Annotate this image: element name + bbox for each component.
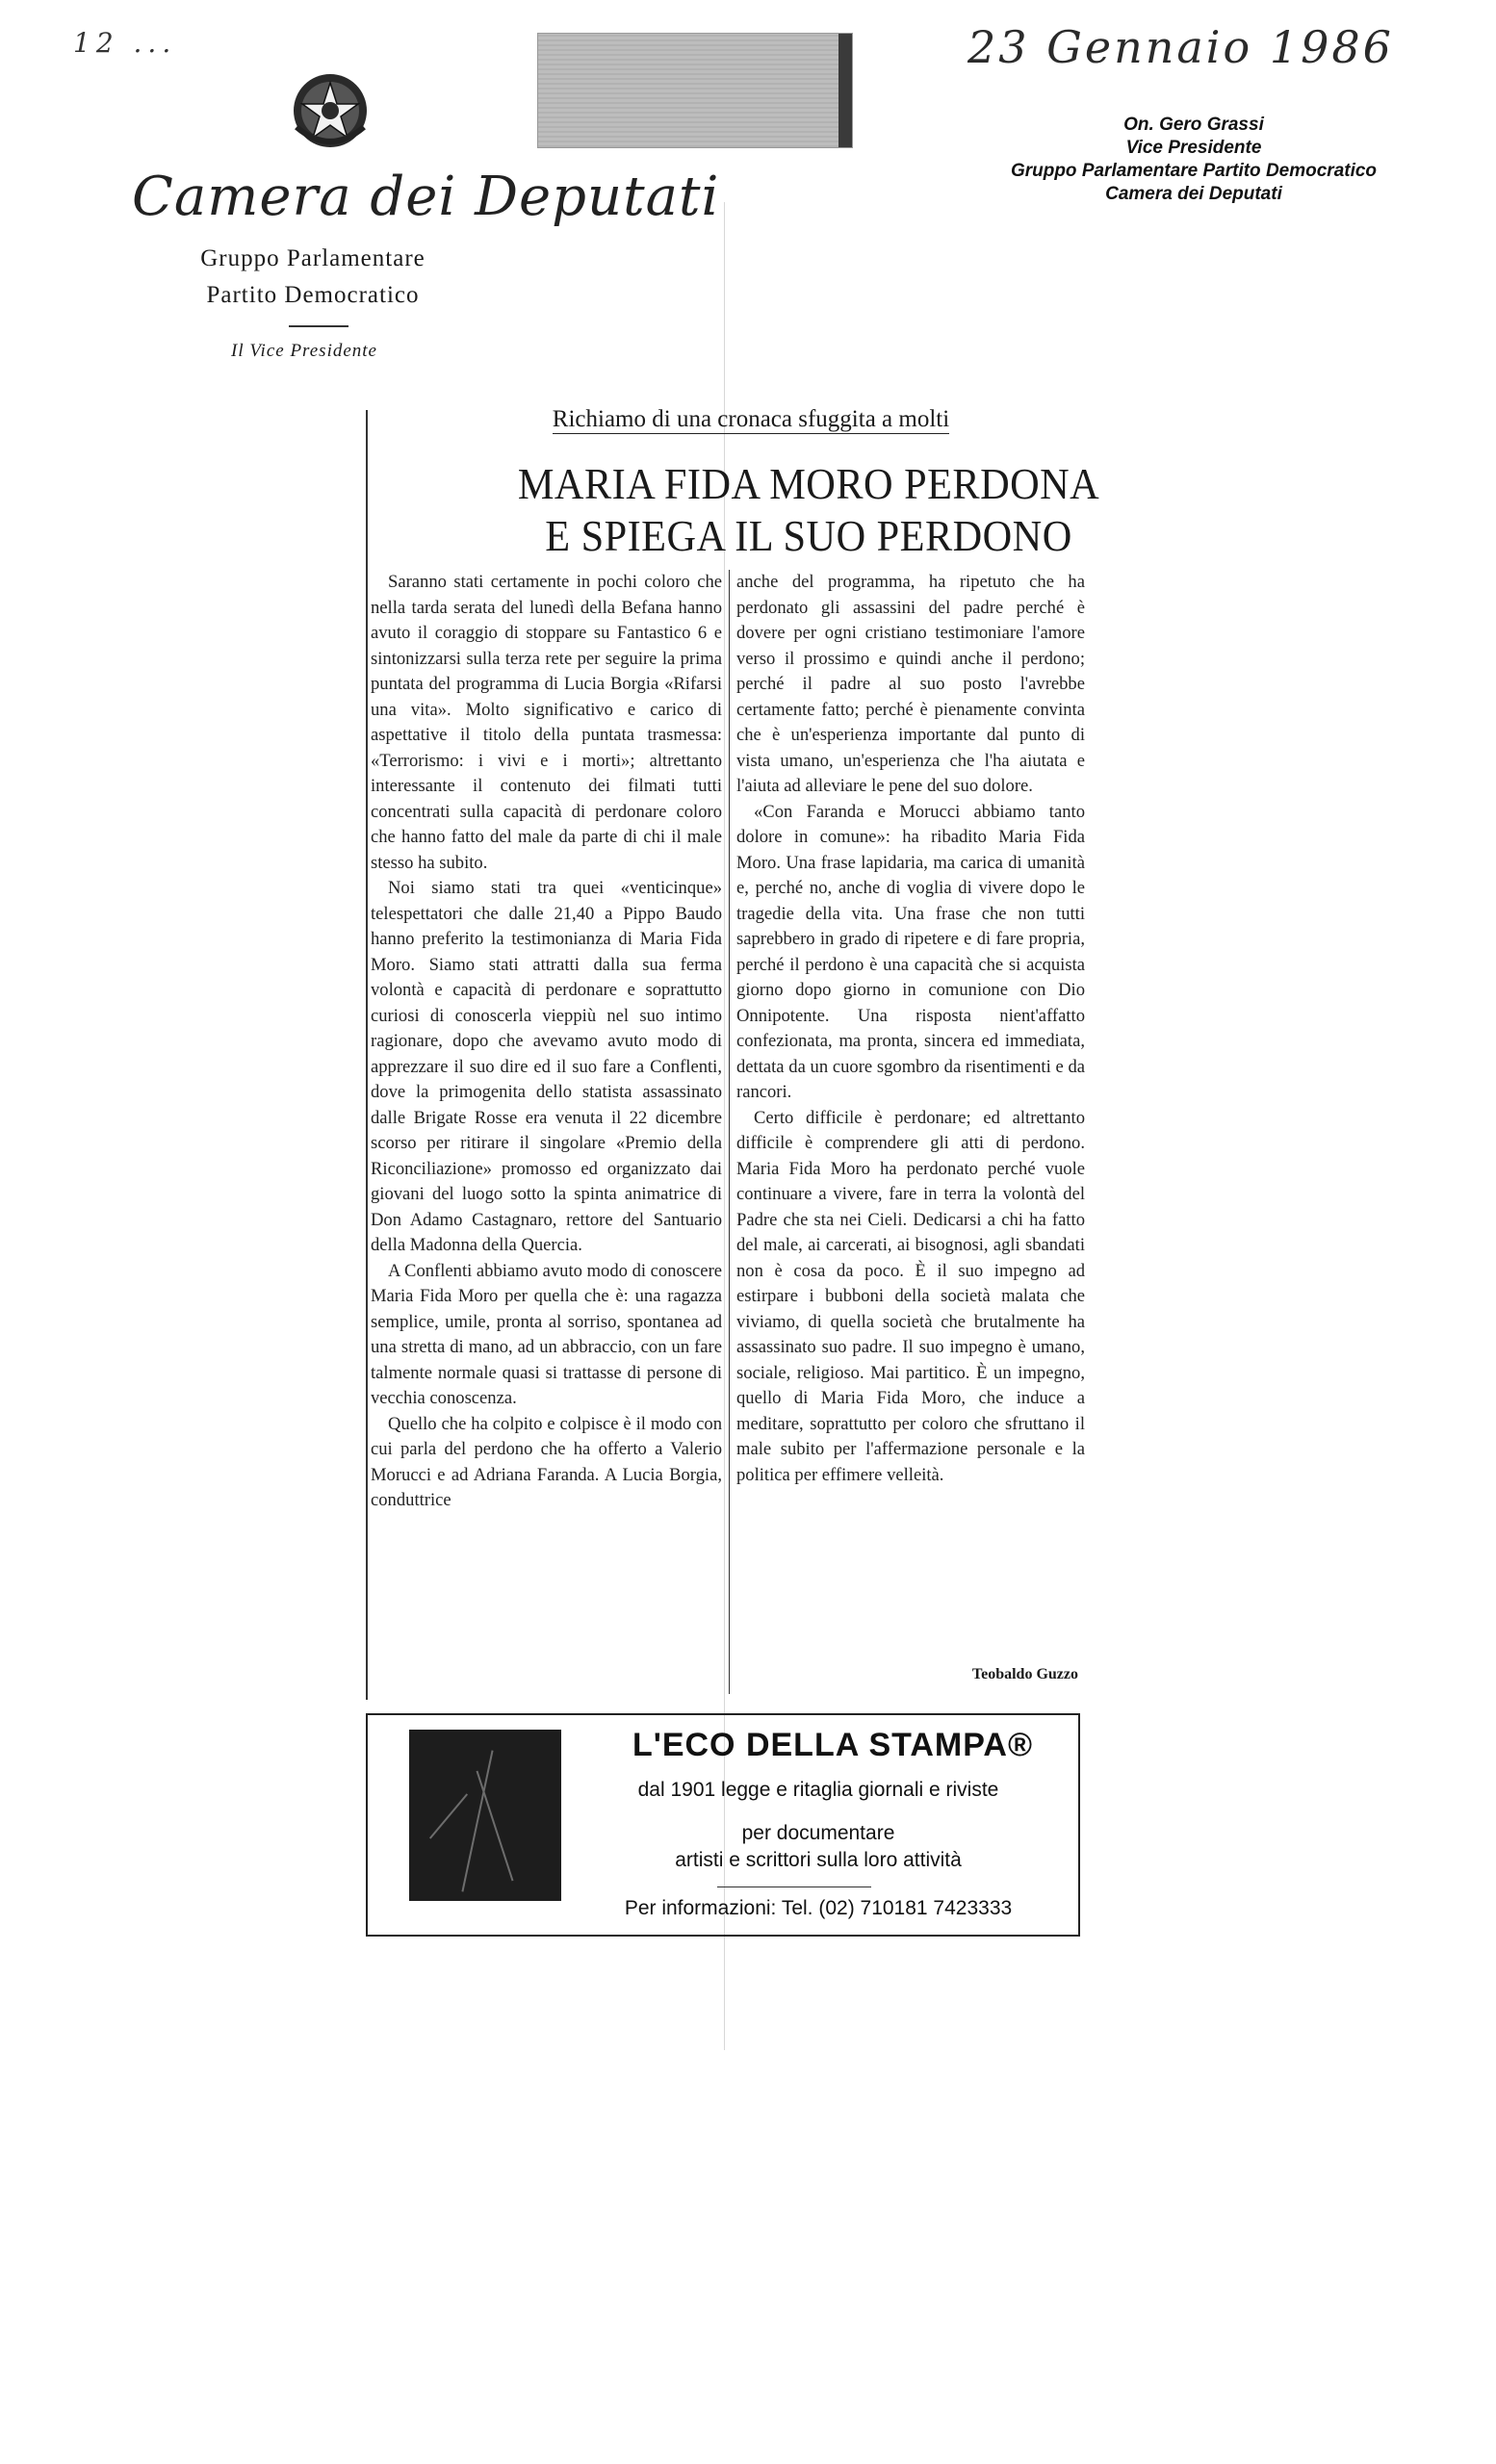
divider: [289, 325, 348, 327]
handwritten-note-left: 12 ...: [73, 27, 177, 59]
letterhead-role: Il Vice Presidente: [231, 341, 377, 361]
paragraph: anche del programma, ha ripetuto che ha perdonato gli assassini del padre perché è dovere per ogni cristiano testimoniare l'amore verso il prossimo e quindi anche il perdono; perché il padre al suo posto l'avrebbe certamente fatto; perché è pienamente convinta che è un'esperienza importante dal punto di vista umano, un'esperienza che l'ha aiutata e l'aiuta ad alleviare le pene del suo dolore.: [736, 572, 1085, 796]
article-column-2: [736, 570, 1085, 1488]
paragraph: Saranno stati certamente in pochi coloro che nella tarda serata del lunedì della Befana hanno avuto il coraggio di stoppare su Fantastico 6 e sintonizzarsi sulla terza rete per seguire la prima puntata del programma di Lucia Borgia «Rifarsi una vita». Molto significativo e carico di aspettative il titolo della puntata trasmessa: «Terrorismo: i vivi e i morti»; altrettanto interessante il contenuto dei filmati tutti concentrati sulla capacità di perdonare coloro che hanno fatto del male da parte di chi il male stesso ha subito.: [371, 572, 722, 873]
article-author: Teobaldo Guzzo: [971, 1666, 1078, 1682]
article-column-1: [371, 570, 722, 1514]
ad-line-2: per documentare: [741, 1822, 895, 1844]
article-kicker: Richiamo di una cronaca sfuggita a molti: [552, 406, 950, 432]
paragraph: A Conflenti abbiamo avuto modo di conoscere Maria Fida Moro per quella che è: una ragazza semplice, umile, pronta al sorriso, spontanea ad una stretta di mano, ad un abbraccio, con un fare talmente normale quasi si trattasse di persone di vecchia conoscenza.: [371, 1260, 723, 1408]
sender-chamber: Camera dei Deputati: [1105, 184, 1282, 204]
ad-line-3: artisti e scrittori sulla loro attività: [675, 1849, 962, 1871]
institution-name: Camera dei Deputati: [132, 166, 720, 228]
group-name: [197, 241, 428, 314]
handwritten-date: 23 Gennaio 1986: [967, 21, 1394, 73]
column-separator: [729, 570, 730, 1694]
paragraph: Certo difficile è perdonare; ed altrettanto difficile è comprendere gli atti di perdono. Maria Fida Moro ha perdonato perché vuole continuare a vivere, fare in terra la volontà del Padre che sta nei Cieli. Dedicarsi a chi ha fatto del male, ai carcerati, ai bisognosi, agli sbandati non è cosa da poco. È il suo impegno ad estirpare i bubboni della società malata che viviamo, di quella società che brutalmente ha assassinato suo padre. Il suo impegno è umano, sociale, religioso. Mai partitico. È un impegno, quello di Maria Fida Moro, che induce a meditare, soprattutto per coloro che sfruttano il male subito per l'affermazione personale e la politica per effimere velleità.: [736, 1107, 1085, 1485]
article-headline: [419, 458, 1199, 562]
italian-republic-emblem-icon: [287, 67, 374, 154]
headline-line-2: E SPIEGA IL SUO PERDONO: [545, 511, 1072, 560]
group-line-1: Gruppo Parlamentare: [200, 245, 426, 271]
ad-contact: Per informazioni: Tel. (02) 710181 7423333: [624, 1897, 1013, 1919]
sender-name: On. Gero Grassi: [1123, 115, 1264, 135]
ad-line-1: dal 1901 legge e ritaglia giornali e riviste: [637, 1779, 999, 1801]
paragraph: Noi siamo stati tra quei «venticinque» telespettatori che dalle 21,40 a Pippo Baudo hanno preferito la testimonianza di Maria Fida Moro. Siamo stati attratti dalla sua ferma volontà e capacità di perdonare e soprattutto curiosi di conoscerla vieppiù nel suo intimo ragionare, dopo che avevamo avuto modo di apprezzare il suo dire ed il suo fare a Conflenti, dove la primogenita dello statista assassinato dalle Brigate Rosse era venuta il 22 dicembre scorso per ritirare il singolare «Premio della Riconciliazione» promosso ed organizzato dai giovani del luogo sotto la spinta animatrice di Don Adamo Castagnaro, rettore del Santuario della Madonna della Quercia.: [371, 878, 722, 1255]
paragraph: «Con Faranda e Morucci abbiamo tanto dolore in comune»: ha ribadito Maria Fida Moro. Una frase lapidaria, ma carica di umanità e, perché no, anche di voglia di vivere dopo le tragedie della vita. Una frase che non tutti saprebbero in grado di ripetere e di fare propria, perché il perdono è una capacità che si acquista giorno dopo giorno in comunione con Dio Onnipotente. Una risposta nient'affatto confezionata, ma pronta, sincera ed immediata, dettata da un cuore sgombro da risentimenti e da rancori.: [736, 801, 1085, 1102]
ad-divider: [717, 1886, 871, 1887]
ad-brand: L'ECO DELLA STAMPA®: [632, 1727, 1034, 1763]
sender-role: Vice Presidente: [1125, 138, 1262, 158]
sender-group: Gruppo Parlamentare Partito Democratico: [1010, 161, 1378, 181]
group-line-2: Partito Democratico: [206, 282, 420, 308]
headline-line-1: MARIA FIDA MORO PERDONA: [517, 459, 1100, 508]
article-left-rule: [366, 410, 368, 1700]
paragraph: Quello che ha colpito e colpisce è il modo con cui parla del perdono che ha offerto a Valerio Morucci e ad Adriana Faranda. A Lucia Borgia, conduttrice: [371, 1413, 722, 1510]
redacted-stamp-area: [537, 33, 853, 148]
ad-artwork-image: [409, 1730, 561, 1901]
